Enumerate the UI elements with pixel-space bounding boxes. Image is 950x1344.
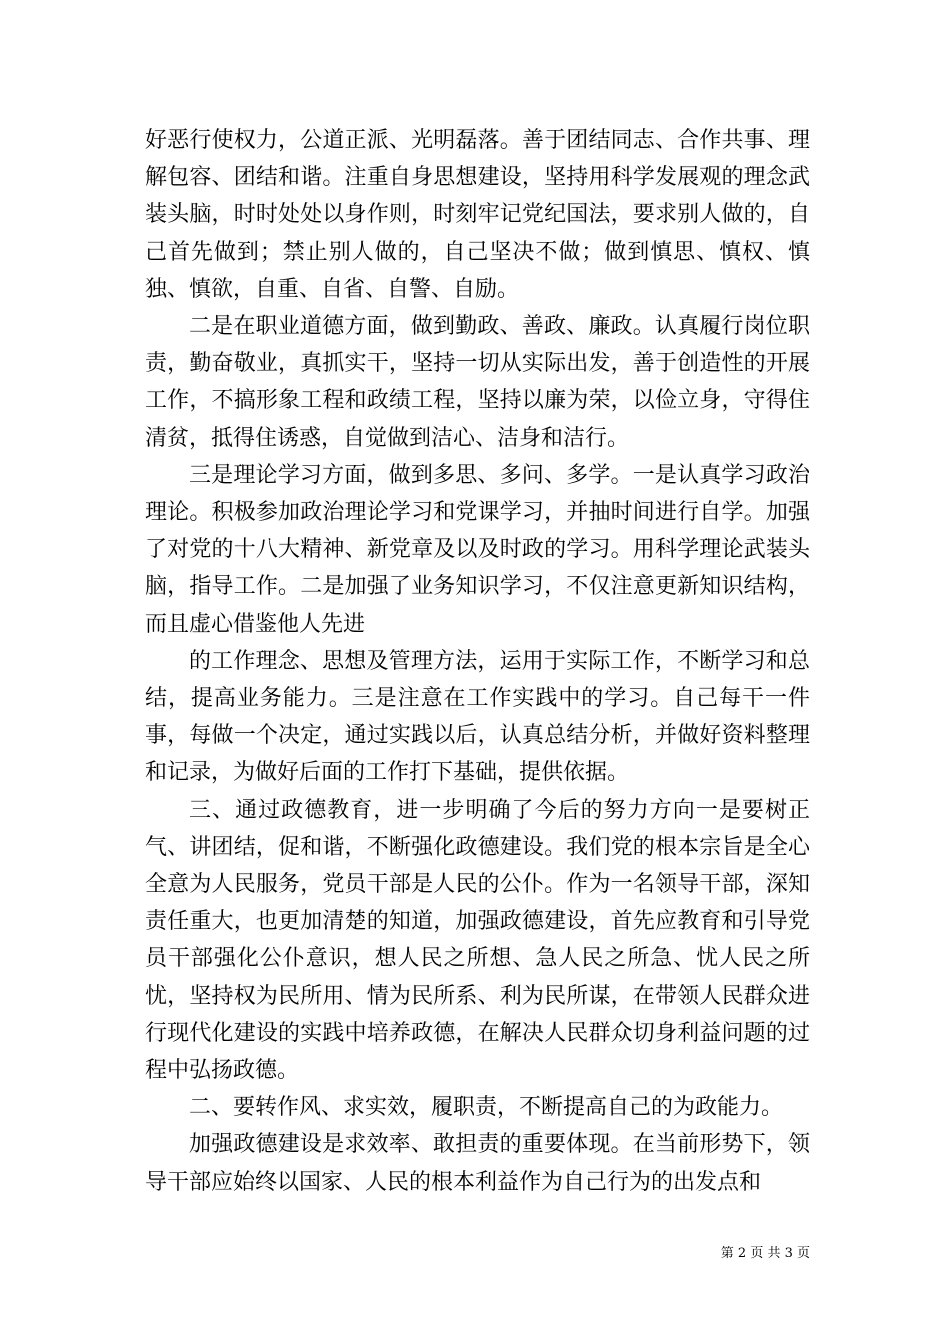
paragraph-4: 的工作理念、思想及管理方法，运用于实际工作，不断学习和总结，提高业务能力。三是注意在工作实践中的学习。自己每干一件事，每做一个决定，通过实践以后，认真总结分析，并做好资料整理和记录，为做好后面的工作打下基础，提供依据。: [145, 648, 810, 786]
paragraph-5: 三、通过政德教育，进一步明确了今后的努力方向一是要树正气、讲团结，促和谐，不断强化政德建设。我们党的根本宗旨是全心全意为人民服务，党员干部是人民的公仆。作为一名领导干部，深知责任重大，也更加清楚的知道，加强政德建设，首先应教育和引导党员干部强化公仆意识，想人民之所想、急人民之所急、忧人民之所忧，坚持权为民所用、情为民所系、利为民所谋，在带领人民群众进行现代化建设的实践中培养政德，在解决人民群众切身利益问题的过程中弘扬政德。: [145, 797, 810, 1084]
paragraph-3: 三是理论学习方面，做到多思、多问、多学。一是认真学习政治理论。积极参加政治理论学习和党课学习，并抽时间进行自学。加强了对党的十八大精神、新党章及以及时政的学习。用科学理论武装头脑，指导工作。二是加强了业务知识学习，不仅注意更新知识结构，而且虚心借鉴他人先进: [145, 462, 810, 637]
paragraph-7: 加强政德建设是求效率、敢担责的重要体现。在当前形势下，领导干部应始终以国家、人民的根本利益作为自己行为的出发点和: [145, 1132, 810, 1195]
paragraph-2: 二是在职业道德方面，做到勤政、善政、廉政。认真履行岗位职责，勤奋敬业，真抓实干，坚持一切从实际出发，善于创造性的开展工作，不搞形象工程和政绩工程，坚持以廉为荣，以俭立身，守得住清贫，抵得住诱惑，自觉做到洁心、洁身和洁行。: [145, 314, 810, 451]
body-text: [145, 122, 810, 1201]
paragraph-1: 好恶行使权力，公道正派、光明磊落。善于团结同志、合作共事、理解包容、团结和谐。注重自身思想建设，坚持用科学发展观的理念武装头脑，时时处处以身作则，时刻牢记党纪国法，要求别人做的，自己首先做到；禁止别人做的，自己坚决不做；做到慎思、慎权、慎独、慎欲，自重、自省、自警、自励。: [145, 128, 810, 302]
page-number-footer: 第 2 页 共 3 页: [720, 1246, 810, 1261]
paragraph-6: 二、要转作风、求实效，履职责，不断提高自己的为政能力。: [189, 1095, 784, 1121]
